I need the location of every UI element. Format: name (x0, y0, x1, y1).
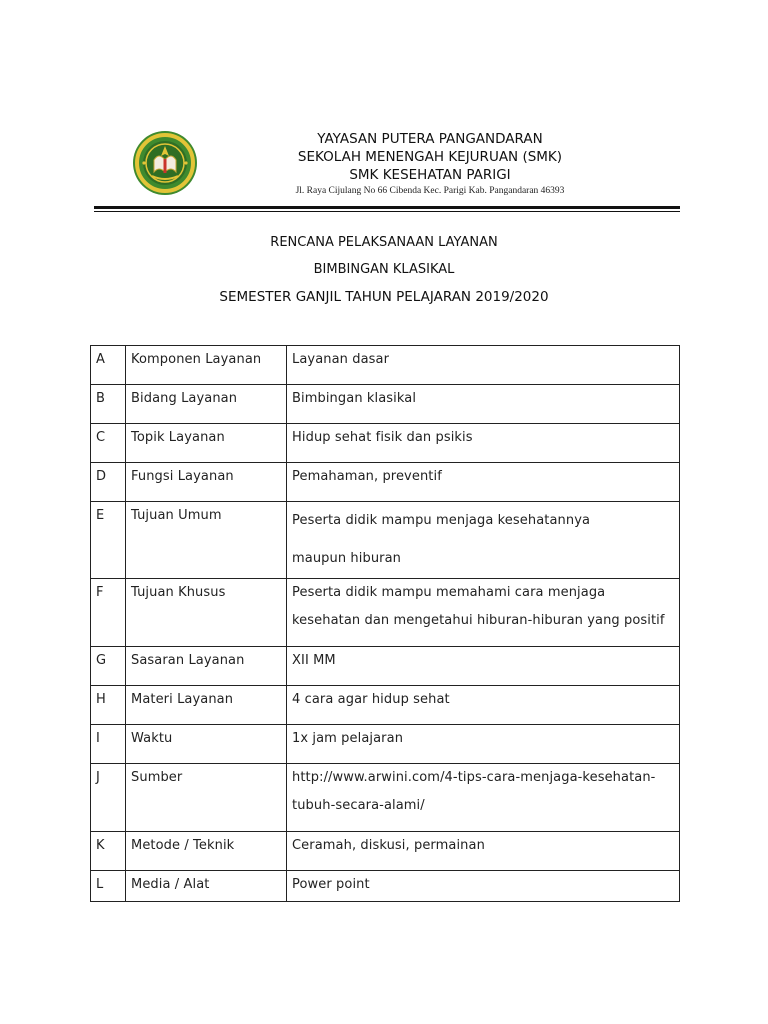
document-semester: SEMESTER GANJIL TAHUN PELAJARAN 2019/2020 (219, 289, 549, 305)
row-value: Peserta didik mampu memahami cara menjaga kesehatan dan mengetahui hiburan-hiburan yang positif (287, 579, 680, 647)
row-value: 1x jam pelajaran (287, 725, 680, 764)
row-label: Bidang Layanan (126, 385, 287, 424)
row-value: 4 cara agar hidup sehat (287, 686, 680, 725)
school-name: SMK KESEHATAN PARIGI (349, 167, 511, 183)
document-title: RENCANA PELAKSANAAN LAYANAN (270, 235, 498, 250)
row-value: Power point (287, 871, 680, 902)
row-letter: C (91, 424, 126, 463)
row-letter: F (91, 579, 126, 647)
table-row (91, 764, 680, 832)
school-type: SEKOLAH MENENGAH KEJURUAN (SMK) (297, 149, 563, 165)
row-label: Waktu (126, 725, 287, 764)
row-value: Ceramah, diskusi, permainan (287, 832, 680, 871)
table-row (91, 832, 680, 871)
row-label: Sumber (126, 764, 287, 832)
table-row (91, 579, 680, 647)
letterhead-text (210, 130, 650, 198)
service-plan-table (90, 345, 680, 902)
row-value: XII MM (287, 647, 680, 686)
foundation-name: YAYASAN PUTERA PANGANDARAN (317, 131, 543, 147)
table-row (91, 463, 680, 502)
row-letter: L (91, 871, 126, 902)
table-row (91, 424, 680, 463)
row-value: Peserta didik mampu menjaga kesehatannya maupun hiburan (287, 502, 680, 579)
row-letter: D (91, 463, 126, 502)
document-subtitle: BIMBINGAN KLASIKAL (313, 262, 455, 277)
row-value: Bimbingan klasikal (287, 385, 680, 424)
row-label: Tujuan Khusus (126, 579, 287, 647)
row-letter: B (91, 385, 126, 424)
letterhead (94, 124, 680, 208)
school-emblem-logo (132, 130, 198, 196)
row-letter: J (91, 764, 126, 832)
table-row (91, 725, 680, 764)
table-row (91, 686, 680, 725)
row-label: Tujuan Umum (126, 502, 287, 579)
table-row (91, 871, 680, 902)
row-label: Materi Layanan (126, 686, 287, 725)
row-letter: G (91, 647, 126, 686)
row-value: http://www.arwini.com/4-tips-cara-menjaga-kesehatan- tubuh-secara-alami/ (287, 764, 680, 832)
table-row (91, 502, 680, 579)
row-letter: A (91, 346, 126, 385)
table-row (91, 346, 680, 385)
row-label: Sasaran Layanan (126, 647, 287, 686)
row-letter: E (91, 502, 126, 579)
letterhead-divider-thick (94, 206, 680, 209)
row-letter: H (91, 686, 126, 725)
school-address: Jl. Raya Cijulang No 66 Cibenda Kec. Parigi Kab. Pangandaran 46393 (295, 186, 565, 196)
row-value: Layanan dasar (287, 346, 680, 385)
table-row (91, 385, 680, 424)
row-label: Komponen Layanan (126, 346, 287, 385)
row-value: Hidup sehat fisik dan psikis (287, 424, 680, 463)
row-letter: I (91, 725, 126, 764)
row-value: Pemahaman, preventif (287, 463, 680, 502)
row-label: Fungsi Layanan (126, 463, 287, 502)
row-label: Metode / Teknik (126, 832, 287, 871)
row-letter: K (91, 832, 126, 871)
table-row (91, 647, 680, 686)
document-title-block (90, 233, 678, 307)
row-label: Media / Alat (126, 871, 287, 902)
row-label: Topik Layanan (126, 424, 287, 463)
letterhead-divider-thin (94, 211, 680, 212)
